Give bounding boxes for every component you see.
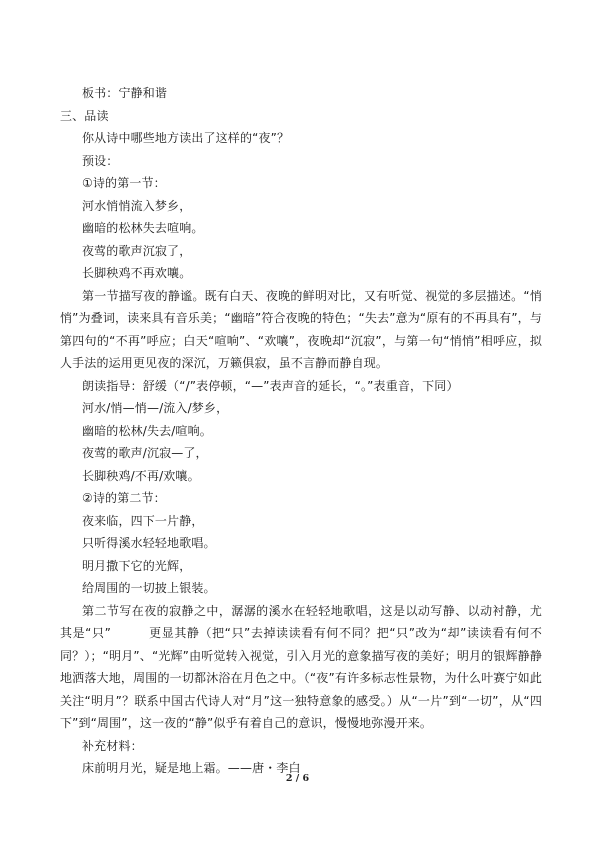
poem-line: 河水悄悄流入梦乡， [82, 198, 192, 213]
board-note: 板书：宁静和谐 [82, 86, 168, 100]
stanza2-label: ②诗的第二节： [82, 491, 166, 505]
document-body [60, 82, 542, 780]
supplement-quote: 床前明月光，疑是地上霜。——唐・李白 [82, 761, 301, 775]
supplement-label: 补充材料： [82, 738, 143, 753]
poem-line: 明月撒下它的光辉， [82, 558, 192, 573]
poem-line: 只听得溪水轻轻地歌唱。 [82, 536, 216, 550]
poem-line: 给周围的一切披上银装。 [82, 581, 216, 595]
poem-line: 夜来临，四下一片静， [82, 513, 204, 528]
poem-line: 长脚秧鸡不再欢嚷。 [82, 266, 192, 280]
guided-poem-line: 长脚秧鸡/不再/欢嚷。 [82, 468, 200, 483]
poem-line: 幽暗的松林失去喧响。 [82, 221, 204, 235]
preset-label: 预设： [82, 153, 119, 168]
stanza1-label: ①诗的第一节： [82, 176, 166, 190]
guided-poem-line: 夜莺的歌声/沉寂—了， [82, 446, 208, 460]
question-text: 你从诗中哪些地方读出了这样的“夜”？ [82, 131, 290, 145]
poem-line: 夜莺的歌声沉寂了， [82, 243, 192, 258]
page-number: 2 / 6 [285, 773, 310, 784]
section-heading: 三、品读 [60, 108, 109, 123]
guided-poem-line: 河水/悄—悄—/流入/梦乡， [82, 401, 229, 415]
analysis-paragraph-1: 第一节描写夜的静谧。既有白天、夜晚的鲜明对比，又有听觉、视觉的多层描述。“悄悄”为叠词，读来具有音乐美；“幽暗”符合夜晚的特色；“失去”意为“原有的不再具有”，与第四句的“不再”呼应；白天“喧响”、“欢嚷”，夜晚却“沉寂”，与第一句“悄悄”相呼应，拟人手法的运用更见夜的深沉，万籁俱寂，虽不言静而静自现。 [60, 288, 542, 370]
analysis-paragraph-2: 第二节写在夜的寂静之中，潺潺的溪水在轻轻地歌唱，这是以动写静、以动衬静，尤其是“只” 更显其静（把“只”去掉读读看有何不同？把“只”改为“却”读读看有何不同？）；“明月”、“光辉”由听觉转入视觉，引入月光的意象描写夜的美好；明月的银辉静静地洒落大地，周围的一切都沐浴在月色之中。（“夜”有许多标志性景物，为什么叶赛宁如此关注“明月”？联系中国古代诗人对“月”这一独特意象的感受。）从“一片”到“一切”，从“四下”到“周围”，这一夜的“静”似乎有着自己的意识，慢慢地弥漫开来。 [60, 603, 542, 730]
guided-poem-line: 幽暗的松林/失去/喧响。 [82, 423, 212, 438]
reading-guide: 朗读指导：舒缓（“/”表停顿，“—”表声音的延长，“。”表重音，下同） [82, 378, 459, 393]
